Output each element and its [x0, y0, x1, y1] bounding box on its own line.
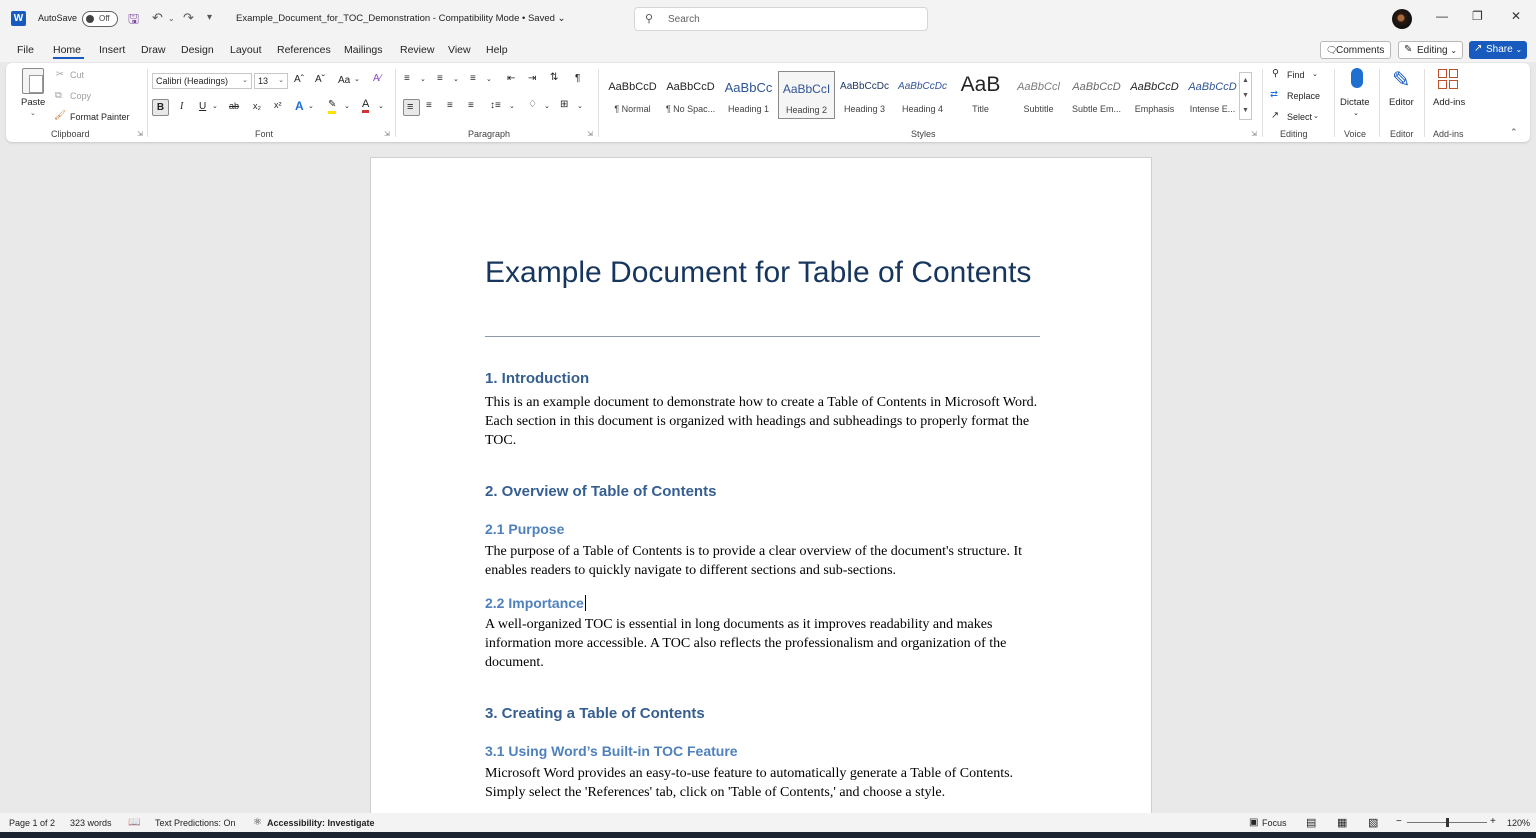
style-sample: AaBbCcDc	[898, 81, 947, 92]
grow-font-icon[interactable]: Aˆ	[294, 74, 304, 85]
chevron-down-icon[interactable]: ▼	[1242, 92, 1249, 99]
shading-chevron-icon[interactable]: ⌄	[544, 103, 550, 110]
font-color-chevron-icon[interactable]: ⌄	[378, 103, 384, 110]
focus-button[interactable]: Focus	[1262, 818, 1287, 828]
italic-button[interactable]: I	[180, 101, 184, 112]
paragraph-purpose[interactable]: The purpose of a Table of Contents is to provide a clear overview of the document's structure. It enables readers to quickly navigate to different sections and sub-sections.	[485, 544, 1023, 578]
word-count[interactable]: 323 words	[70, 818, 112, 828]
bullets-chevron-icon[interactable]: ⌄	[420, 76, 426, 83]
comments-button[interactable]	[1320, 41, 1391, 59]
paragraph-builtin-toc[interactable]: Microsoft Word provides an easy-to-use feature to automatically generate a Table of Contents. Simply select the 'References' tab, click on 'Table of Contents,' and choose a style.	[485, 766, 1014, 800]
toggle-knob-icon	[86, 15, 94, 23]
share-button[interactable]	[1469, 41, 1527, 59]
style-intense-emphasis[interactable]	[1184, 71, 1241, 119]
replace-icon[interactable]: ⇄	[1270, 89, 1278, 100]
active-tab-indicator	[53, 57, 84, 59]
numbering-chevron-icon[interactable]: ⌄	[453, 76, 459, 83]
highlight-icon[interactable]: ✎	[328, 99, 336, 114]
style-heading-2[interactable]	[778, 71, 835, 119]
taskbar	[0, 832, 1536, 838]
align-right-icon[interactable]: ≡	[447, 100, 453, 111]
title-chevron-icon: ⌄	[557, 13, 566, 24]
paragraph-group-label: Paragraph	[468, 129, 511, 139]
accessibility-icon: ⚛	[253, 817, 262, 828]
style-name: Heading 3	[843, 104, 886, 114]
format-painter-button[interactable]: Format Painter	[70, 112, 130, 122]
tab-mailings[interactable]: Mailings	[344, 44, 383, 56]
borders-chevron-icon[interactable]: ⌄	[577, 103, 583, 110]
editor-pen-icon[interactable]: ✎	[1392, 67, 1411, 92]
editing-group-label: Editing	[1280, 129, 1308, 139]
paragraph-introduction[interactable]: This is an example document to demonstrate how to create a Table of Contents in Microsoft Word. Each section in this document is organized with headings and subheadings to properly format the TOC.	[485, 395, 1038, 448]
style-name: Title	[972, 104, 989, 114]
style-sample: AaBbCcD	[666, 81, 715, 93]
title-bar	[0, 0, 1536, 38]
line-spacing-icon[interactable]: ↕≡	[490, 100, 501, 111]
heading-importance[interactable]	[485, 595, 586, 611]
customize-toolbar-icon[interactable]: ▾	[207, 12, 213, 23]
microphone-icon[interactable]	[1351, 68, 1363, 88]
style-sample: AaBbCcl	[1017, 81, 1060, 93]
document-title[interactable]	[236, 13, 566, 24]
dictate-chevron-icon[interactable]: ⌄	[1353, 110, 1359, 117]
group-divider	[1262, 69, 1263, 137]
editing-mode-button[interactable]	[1398, 41, 1463, 59]
font-name-chevron-icon: ⌄	[242, 77, 248, 84]
format-painter-icon[interactable]: 🖌	[54, 110, 67, 121]
pencil-icon: ✎	[1404, 44, 1413, 55]
font-color-icon[interactable]: A	[362, 98, 369, 113]
style-sample: AaBbCcD	[1130, 81, 1179, 93]
styles-gallery	[604, 71, 1240, 121]
search-placeholder: Search	[668, 14, 700, 25]
group-divider	[1379, 69, 1380, 137]
font-launcher-icon[interactable]: ⇲	[384, 131, 390, 138]
style-sample: AaBbCcDc	[840, 81, 889, 92]
style-name: Subtitle	[1023, 104, 1054, 114]
autosave-label: AutoSave	[38, 13, 78, 23]
menu-bar	[0, 38, 1536, 62]
find-icon[interactable]: ⚲	[1272, 68, 1279, 79]
status-bar	[0, 813, 1536, 832]
group-divider	[147, 69, 148, 137]
addins-button[interactable]: Add-ins	[1433, 97, 1466, 108]
text-effects-icon[interactable]: A	[295, 99, 304, 113]
restore-icon[interactable]: ❐	[1472, 9, 1483, 23]
zoom-slider-thumb[interactable]	[1446, 818, 1449, 827]
align-center-icon[interactable]: ≡	[426, 100, 432, 111]
undo-dropdown-icon[interactable]: ⌄	[168, 14, 175, 23]
bullets-icon[interactable]: ≡	[404, 73, 410, 84]
paste-dropdown-icon[interactable]: ⌄	[30, 110, 36, 117]
page-count[interactable]: Page 1 of 2	[9, 818, 56, 828]
copy-icon[interactable]: ⧉	[55, 90, 62, 101]
justify-icon[interactable]: ≡	[468, 100, 474, 111]
group-divider	[1424, 69, 1425, 137]
tab-design[interactable]: Design	[181, 44, 214, 56]
tab-file[interactable]: File	[17, 44, 34, 56]
heading-importance-text: 2.2 Importance	[485, 595, 584, 611]
style-name: Emphasis	[1134, 104, 1175, 114]
document-title-heading[interactable]: Example Document for Table of Contents	[485, 256, 1032, 289]
style-sample: AaBbCcI	[782, 82, 831, 96]
heading-purpose[interactable]: 2.1 Purpose	[485, 521, 565, 537]
shading-icon[interactable]: ♢	[528, 99, 537, 110]
accessibility-status[interactable]: Accessibility: Investigate	[267, 818, 375, 828]
group-divider	[598, 69, 599, 137]
style-name: Heading 1	[727, 104, 770, 114]
group-divider	[395, 69, 396, 137]
shrink-font-icon[interactable]: Aˇ	[315, 74, 325, 85]
line-spacing-chevron-icon[interactable]: ⌄	[509, 103, 515, 110]
text-effects-chevron-icon[interactable]: ⌄	[308, 103, 314, 110]
minimize-icon[interactable]: —	[1436, 9, 1448, 23]
save-icon[interactable]: 🖫	[128, 11, 140, 26]
style-subtitle[interactable]	[1010, 71, 1067, 119]
focus-icon: ▣	[1249, 817, 1259, 828]
style-name: Heading 4	[901, 104, 944, 114]
editing-label: Editing	[1417, 45, 1448, 56]
styles-launcher-icon[interactable]: ⇲	[1251, 131, 1257, 138]
font-size-combo[interactable]	[254, 73, 288, 89]
strikethrough-button[interactable]: ab	[229, 101, 240, 111]
paste-icon[interactable]	[22, 68, 44, 94]
font-group-label: Font	[255, 129, 274, 139]
style-sample: AaBbCcD	[608, 81, 657, 93]
select-icon[interactable]: ↗	[1271, 110, 1279, 121]
group-divider	[1334, 69, 1335, 137]
title-divider	[485, 336, 1040, 337]
style-emphasis[interactable]	[1126, 71, 1183, 119]
increase-indent-icon[interactable]: ⇥	[528, 73, 537, 84]
font-size-chevron-icon: ⌄	[278, 77, 284, 84]
change-case-button[interactable]: Aa	[338, 75, 351, 86]
zoom-out-icon[interactable]: −	[1396, 816, 1402, 827]
ribbon	[6, 63, 1530, 142]
style-sample: AaB	[960, 73, 1001, 96]
chevron-up-icon[interactable]: ▲	[1242, 77, 1249, 84]
underline-button[interactable]: U	[199, 101, 207, 112]
superscript-button[interactable]: x²	[274, 100, 282, 110]
subscript-button[interactable]: x₂	[253, 101, 261, 111]
tab-help[interactable]: Help	[486, 44, 508, 56]
search-icon: ⚲	[645, 13, 654, 25]
style-heading-3[interactable]	[836, 71, 893, 119]
heading-builtin-toc[interactable]: 3.1 Using Word’s Built-in TOC Feature	[485, 743, 738, 759]
replace-button[interactable]: Replace	[1287, 91, 1321, 101]
copy-button[interactable]: Copy	[70, 91, 92, 101]
style-no-spacing[interactable]	[662, 71, 719, 119]
autosave-toggle[interactable]	[82, 11, 118, 27]
avatar[interactable]	[1392, 9, 1412, 29]
clipboard-launcher-icon[interactable]: ⇲	[137, 131, 143, 138]
style-sample: AaBbCcD	[1072, 81, 1121, 93]
tab-view[interactable]: View	[448, 44, 471, 56]
redo-icon[interactable]: ↷	[183, 10, 194, 25]
tab-insert[interactable]: Insert	[99, 44, 126, 56]
print-layout-icon[interactable]: ▦	[1337, 817, 1348, 829]
editing-chevron-icon: ⌄	[1450, 46, 1458, 55]
editor-button[interactable]: Editor	[1389, 97, 1414, 108]
style-name: Heading 2	[785, 105, 828, 115]
undo-icon[interactable]: ↶	[152, 10, 163, 25]
tab-home[interactable]: Home	[53, 44, 82, 56]
dictate-button[interactable]: Dictate	[1340, 97, 1370, 108]
editor-group-label: Editor	[1390, 129, 1414, 139]
paragraph-importance[interactable]: A well-organized TOC is essential in long documents as it improves readability and makes information more accessible. A TOC also reflects the professionalism and organization of the document.	[485, 617, 1007, 670]
align-left-icon: ≡	[407, 101, 414, 113]
borders-icon[interactable]: ⊞	[560, 99, 569, 110]
zoom-level[interactable]: 120%	[1507, 818, 1531, 828]
sort-icon[interactable]: ⇅	[550, 72, 559, 83]
document-title-text: Example_Document_for_TOC_Demonstration - Compatibility Mode • Saved	[236, 13, 555, 24]
style-name: Subtle Em...	[1071, 104, 1122, 114]
cut-icon[interactable]: ✂	[56, 69, 64, 80]
proofing-icon[interactable]: 📖	[128, 817, 141, 828]
underline-chevron-icon[interactable]: ⌄	[212, 103, 218, 110]
select-chevron-icon[interactable]: ⌄	[1313, 113, 1319, 120]
search-input[interactable]	[634, 7, 928, 31]
style-name: Intense E...	[1189, 104, 1236, 114]
decrease-indent-icon[interactable]: ⇤	[507, 73, 516, 84]
highlight-chevron-icon[interactable]: ⌄	[344, 103, 350, 110]
style-name: ¶ No Spac...	[665, 104, 716, 114]
autosave-state: Off	[99, 14, 110, 23]
text-cursor	[585, 595, 586, 611]
share-label: Share	[1486, 44, 1513, 55]
addins-grid-icon[interactable]	[1438, 69, 1460, 91]
change-case-chevron-icon[interactable]: ⌄	[354, 76, 360, 83]
style-title[interactable]	[952, 71, 1009, 119]
clipboard-group-label: Clipboard	[51, 129, 90, 139]
comments-label: Comments	[1336, 45, 1385, 56]
styles-group-label: Styles	[911, 129, 936, 139]
text-predictions[interactable]: Text Predictions: On	[155, 818, 236, 828]
read-mode-icon[interactable]: ▤	[1306, 817, 1317, 829]
comment-icon: 🗨	[1326, 45, 1338, 55]
style-heading-1[interactable]	[720, 71, 777, 119]
multilevel-chevron-icon[interactable]: ⌄	[486, 76, 492, 83]
heading-overview[interactable]: 2. Overview of Table of Contents	[485, 483, 717, 500]
tab-review[interactable]: Review	[400, 44, 435, 56]
numbering-icon[interactable]: ≡	[437, 73, 443, 84]
paste-button[interactable]: Paste	[21, 97, 46, 108]
share-icon: ↗	[1474, 43, 1483, 54]
heading-introduction[interactable]: 1. Introduction	[485, 370, 590, 387]
font-size-value: 13	[258, 76, 269, 86]
zoom-in-icon[interactable]: +	[1490, 816, 1496, 827]
heading-creating-toc[interactable]: 3. Creating a Table of Contents	[485, 705, 705, 722]
share-chevron-icon: ⌄	[1515, 45, 1523, 54]
web-layout-icon[interactable]: ▧	[1368, 817, 1379, 829]
style-normal[interactable]	[604, 71, 661, 119]
addins-group-label: Add-ins	[1433, 129, 1464, 139]
find-button[interactable]: Find	[1287, 70, 1305, 80]
bold-button[interactable]: B	[152, 99, 169, 116]
align-left-button[interactable]	[403, 99, 420, 116]
paragraph-launcher-icon[interactable]: ⇲	[587, 131, 593, 138]
style-heading-4[interactable]	[894, 71, 951, 119]
tab-draw[interactable]: Draw	[141, 44, 166, 56]
clear-formatting-icon[interactable]: A∕	[373, 73, 382, 84]
show-marks-button[interactable]: ¶	[575, 73, 581, 84]
style-name: ¶ Normal	[614, 104, 651, 114]
cut-button[interactable]: Cut	[70, 70, 85, 80]
more-styles-icon[interactable]: ▼	[1242, 107, 1249, 114]
style-sample: AaBbCcD	[1188, 81, 1237, 93]
find-chevron-icon[interactable]: ⌄	[1312, 71, 1318, 78]
font-name-combo[interactable]	[152, 73, 252, 89]
select-button[interactable]: Select	[1287, 112, 1313, 122]
styles-scroll-control[interactable]	[1239, 72, 1252, 120]
font-name-value: Calibri (Headings)	[156, 76, 229, 86]
collapse-ribbon-icon[interactable]: ⌃	[1510, 127, 1518, 137]
tab-layout[interactable]: Layout	[230, 44, 262, 56]
style-subtle-emphasis[interactable]	[1068, 71, 1125, 119]
voice-group-label: Voice	[1344, 129, 1367, 139]
word-logo-icon: W	[11, 11, 26, 26]
style-sample: AaBbCc	[724, 80, 773, 95]
multilevel-list-icon[interactable]: ≡	[470, 73, 476, 84]
close-icon[interactable]: ✕	[1511, 9, 1522, 23]
tab-references[interactable]: References	[277, 44, 331, 56]
